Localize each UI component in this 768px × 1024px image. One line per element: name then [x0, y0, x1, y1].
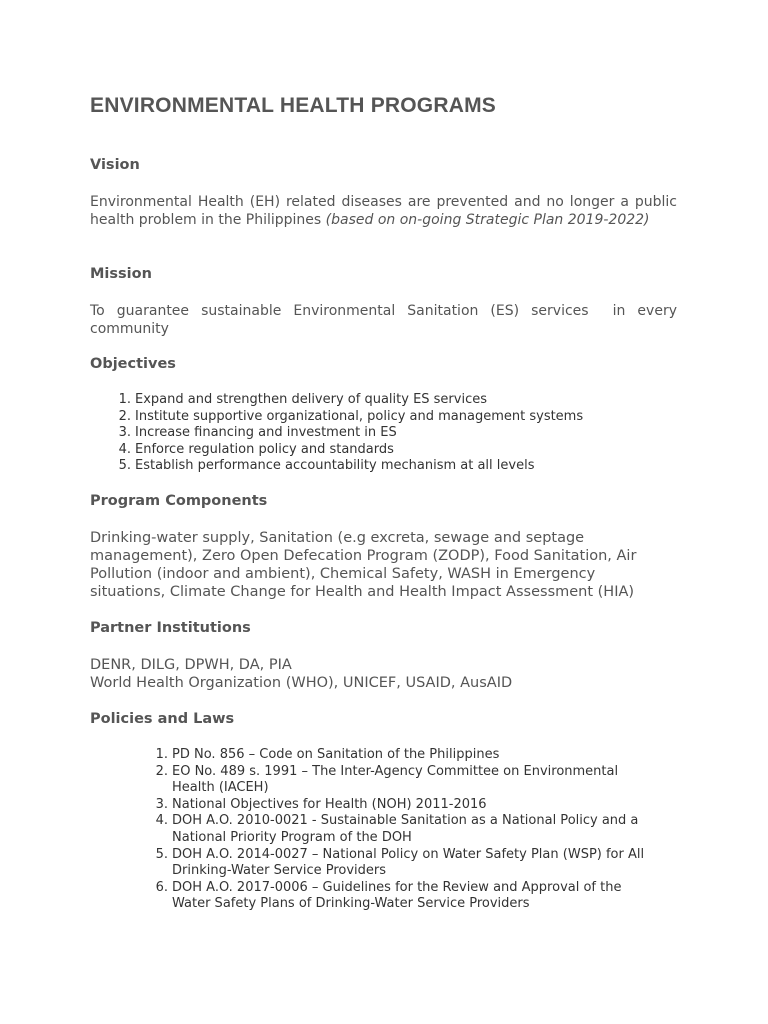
- list-item: 3. National Objectives for Health (NOH) 2011-2016: [155, 796, 487, 812]
- vision-note: (based on on-going Strategic Plan 2019-2022): [325, 212, 650, 228]
- list-item: 4. Enforce regulation policy and standards: [118, 441, 394, 457]
- partners-heading: Partner Institutions: [90, 620, 251, 636]
- mission-heading: Mission: [90, 266, 152, 282]
- list-item: 3. Increase financing and investment in ES: [118, 425, 397, 441]
- list-item: 1. PD No. 856 – Code on Sanitation of the Philippines: [155, 747, 500, 762]
- components-text: Drinking-water supply, Sanitation (e.g excreta, sewage and septage management), Zero Open Defecation Program (ZODP), Food Sanitation, Air Pollution (indoor and ambient), Chemical Safety, WASH in Emergency situations, Climate Change for Health and Health Impact Assessment (HIA): [90, 530, 637, 600]
- list-item: 5. Establish performance accountability mechanism at all levels: [118, 458, 535, 474]
- objectives-heading: Objectives: [90, 356, 176, 372]
- objectives-list: [118, 392, 675, 475]
- list-item: 4. DOH A.O. 2010-0021 - Sustainable Sanitation as a National Policy and a National Priority Program of the DOH: [155, 813, 639, 845]
- vision-body: Environmental Health (EH) related diseases are prevented and no longer a public health problem in the Philippines: [90, 194, 677, 228]
- vision-heading: Vision: [90, 157, 140, 173]
- list-item: 1. Expand and strengthen delivery of quality ES services: [118, 392, 488, 407]
- components-heading: Program Components: [90, 493, 268, 509]
- policies-list: [155, 747, 682, 913]
- document-title: ENVIRONMENTAL HEALTH PROGRAMS: [90, 94, 496, 117]
- partners-text: DENR, DILG, DPWH, DA, PIA World Health Organization (WHO), UNICEF, USAID, AusAID: [90, 657, 513, 691]
- policies-heading: Policies and Laws: [90, 711, 235, 727]
- mission-text: To guarantee sustainable Environmental Sanitation (ES) services in every community: [90, 303, 682, 337]
- list-item: 5. DOH A.O. 2014-0027 – National Policy on Water Safety Plan (WSP) for All Drinking-Water Service Providers: [155, 846, 645, 879]
- list-item: 2. EO No. 489 s. 1991 – The Inter-Agency Committee on Environmental Health (IACEH): [155, 763, 619, 796]
- vision-text: [90, 193, 677, 229]
- list-item: 6. DOH A.O. 2017-0006 – Guidelines for the Review and Approval of the Water Safety Plans of Drinking-Water Service Providers: [155, 879, 622, 912]
- list-item: 2. Institute supportive organizational, policy and management systems: [118, 408, 584, 424]
